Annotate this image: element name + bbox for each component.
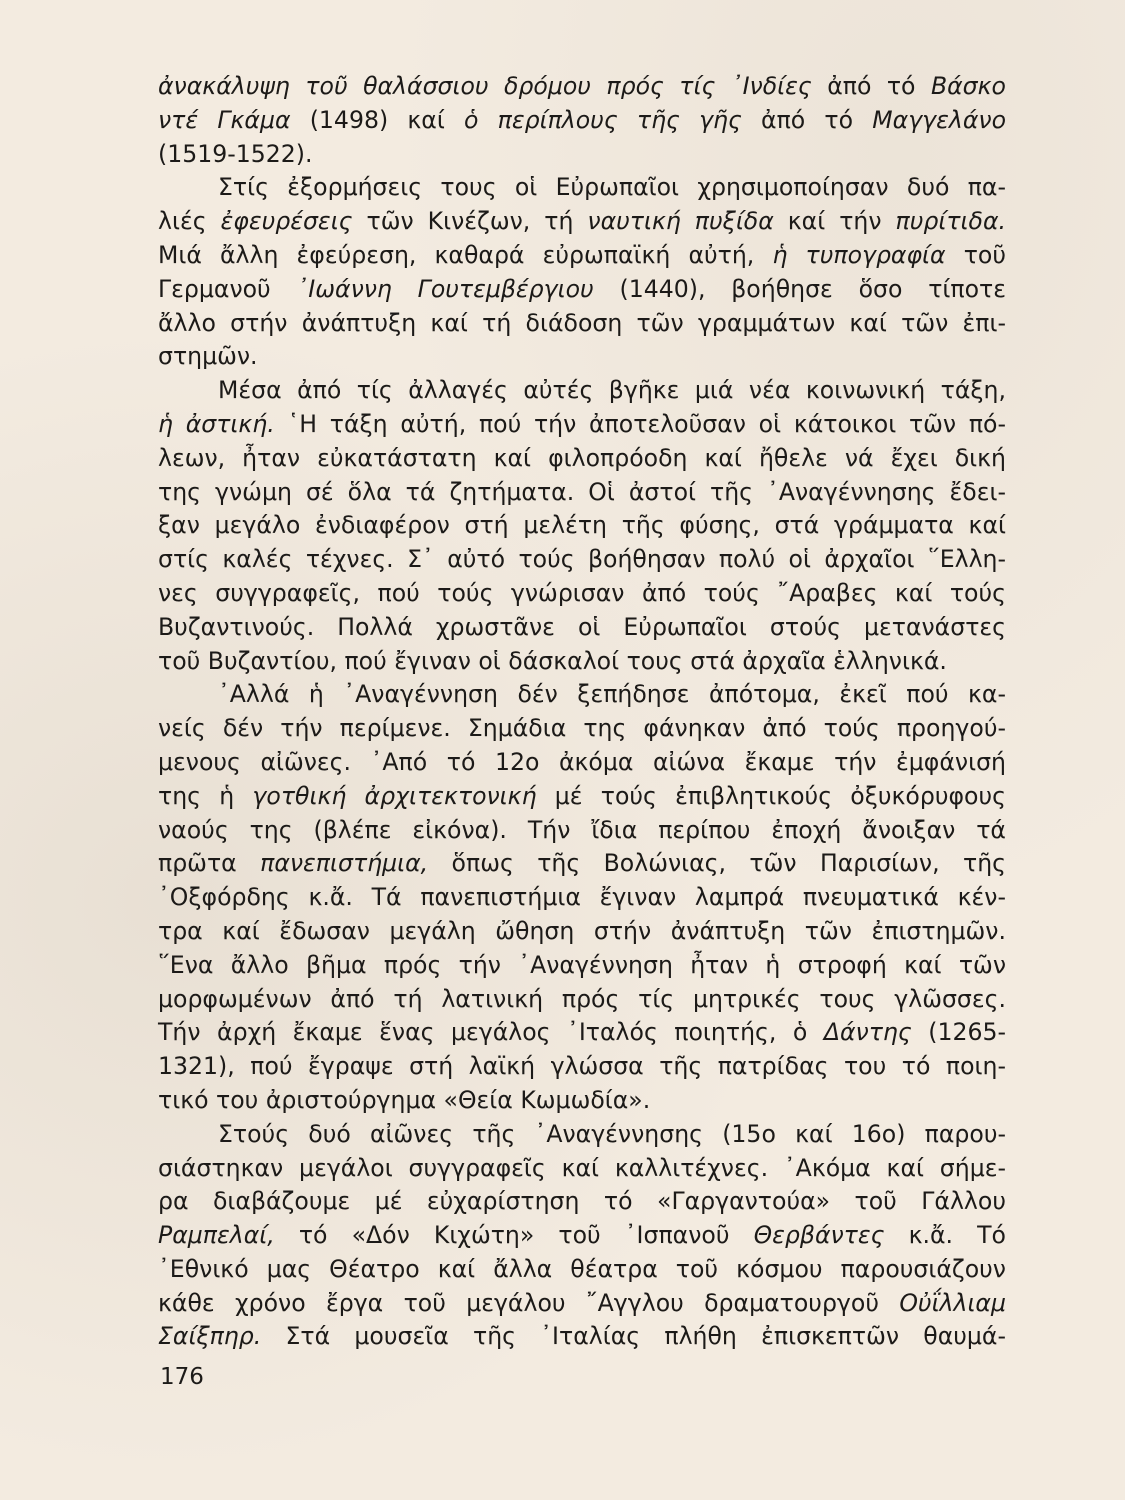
text-line <box>158 847 1006 881</box>
italic-term: πανεπιστήμια, <box>260 849 429 878</box>
text-line <box>158 171 1006 205</box>
text-line <box>158 577 1006 611</box>
italic-term: ᾿Ιωάννη Γουτεμβέργιου <box>296 274 594 303</box>
text-line <box>158 104 1006 138</box>
text-run: (1498) καί <box>290 105 465 134</box>
italic-term: ναυτική πυξίδα <box>587 207 774 236</box>
text-run: ῾Η τάξη αὐτή, πού τήν ἀποτελοῦσαν οἱ κάτοικοι τῶν πό- <box>274 409 1006 438</box>
text-run: πρῶτα <box>158 849 261 878</box>
text-line <box>158 881 1006 915</box>
italic-term: Θερβάντες <box>753 1221 885 1250</box>
text-line <box>158 307 1006 341</box>
italic-term: ἐφευρέσεις <box>220 207 353 236</box>
text-run: στημῶν. <box>158 342 258 371</box>
text-run: ρα διαβάζουμε μέ εὐχαρίστηση τό «Γαργαντούα» τοῦ Γάλλου <box>158 1187 1006 1216</box>
text-run: της ἡ <box>158 781 253 810</box>
text-run: ἄλλο στήν ἀνάπτυξη καί τή διάδοση τῶν γραμμάτων καί τῶν ἐπι- <box>158 308 1006 337</box>
text-run: Βυζαντινούς. Πολλά χρωστᾶνε οἱ Εὐρωπαῖοι στούς μετανάστες <box>158 612 1006 641</box>
text-line <box>158 408 1006 442</box>
body-text <box>158 70 1006 1354</box>
text-run: Τήν ἀρχή ἔκαμε ἕνας μεγάλος ᾿Ιταλός ποιητής, ὁ <box>158 1018 824 1047</box>
page-number: 176 <box>160 1364 204 1390</box>
text-line <box>158 70 1006 104</box>
text-run: Στίς ἐξορμήσεις τους οἱ Εὐρωπαῖοι χρησιμοποίησαν δυό πα- <box>218 173 1006 202</box>
text-line <box>158 780 1006 814</box>
text-line <box>158 949 1006 983</box>
text-line <box>158 340 1006 374</box>
text-run: μενους αἰῶνες. ᾿Από τό 12ο ἀκόμα αἰώνα ἔκαμε τήν ἐμφάνισή <box>158 747 1006 776</box>
text-run: τρα καί ἔδωσαν μεγάλη ὤθηση στήν ἀνάπτυξη τῶν ἐπιστημῶν. <box>158 916 1006 945</box>
italic-term: ἀνακάλυψη τοῦ θαλάσσιου δρόμου πρός τίς ᾿Ινδίες <box>158 72 812 100</box>
text-run: σιάστηκαν μεγάλοι συγγραφεῖς καί καλλιτέχνες. ᾿Ακόμα καί σήμε- <box>158 1153 1006 1182</box>
italic-term: ἡ τυπογραφία <box>772 240 946 269</box>
text-line <box>158 239 1006 273</box>
text-run: της γνώμη σέ ὅλα τά ζητήματα. Οἱ ἀστοί τῆς ᾿Αναγέννησης ἔδει- <box>158 477 1006 506</box>
italic-term: Οὐΐλλιαμ <box>899 1288 1006 1317</box>
text-line <box>158 1253 1006 1287</box>
text-run: Γερμανοῦ <box>158 274 297 303</box>
text-run: νείς δέν τήν περίμενε. Σημάδια της φάνηκαν ἀπό τούς προηγού- <box>158 714 1006 743</box>
text-run: Στά μουσεῖα τῆς ᾿Ιταλίας πλήθη ἐπισκεπτῶν θαυμά- <box>261 1322 1006 1351</box>
text-line <box>158 915 1006 949</box>
italic-term: Βάσκο <box>930 72 1006 100</box>
text-run: ναούς της (βλέπε εἰκόνα). Τήν ἴδια περίπου ἐποχή ἄνοιξαν τά <box>158 815 1006 844</box>
text-line <box>158 1084 1006 1118</box>
text-run: λιές <box>158 207 221 236</box>
text-run: μορφωμένων ἀπό τή λατινική πρός τίς μητρικές τους γλῶσσες. <box>158 984 1006 1013</box>
text-line <box>158 273 1006 307</box>
text-line <box>158 1016 1006 1050</box>
text-line <box>158 1118 1006 1152</box>
text-run: (1519-1522). <box>158 139 313 168</box>
text-line <box>158 678 1006 712</box>
text-run: τό «Δόν Κιχώτη» τοῦ ᾿Ισπανοῦ <box>274 1221 754 1250</box>
text-run: νες συγγραφεῖς, πού τούς γνώρισαν ἀπό τούς ῎Αραβες καί τούς <box>158 578 1006 607</box>
text-line <box>158 442 1006 476</box>
text-run: ᾿Αλλά ἡ ᾿Αναγέννηση δέν ξεπήδησε ἀπότομα, ἐκεῖ πού κα- <box>218 680 1006 709</box>
italic-term: γοτθική ἀρχιτεκτονική <box>252 781 537 810</box>
text-run: (1440), βοήθησε ὅσο τίποτε <box>593 274 1006 303</box>
text-line <box>158 712 1006 746</box>
text-run: καί τήν <box>773 207 896 236</box>
text-run: λεων, ἦταν εὐκατάστατη καί φιλοπρόοδη καί ἤθελε νά ἔχει δική <box>158 443 1006 472</box>
text-run: τοῦ <box>945 240 1006 269</box>
text-run: μέ τούς ἐπιβλητικούς ὀξυκόρυφους <box>536 781 1006 810</box>
text-run: ῞Ενα ἄλλο βῆμα πρός τήν ᾿Αναγέννηση ἦταν ἡ στροφή καί τῶν <box>158 950 1006 979</box>
text-line <box>158 645 1006 679</box>
text-line <box>158 205 1006 239</box>
italic-term: Δάντης <box>823 1018 912 1047</box>
text-line <box>158 1185 1006 1219</box>
text-run: ξαν μεγάλο ἐνδιαφέρον στή μελέτη τῆς φύσης, στά γράμματα καί <box>158 511 1006 540</box>
italic-term: πυρίτιδα. <box>895 207 1007 236</box>
text-line <box>158 1320 1006 1354</box>
text-line <box>158 983 1006 1017</box>
italic-term: Ραμπελαί, <box>158 1221 275 1250</box>
text-run: 1321), πού ἔγραψε στή λαϊκή γλώσσα τῆς πατρίδας του τό ποιη- <box>158 1052 1006 1081</box>
text-run: ἀπό τό <box>811 72 931 100</box>
text-line <box>158 746 1006 780</box>
text-run: κάθε χρόνο ἔργα τοῦ μεγάλου ῎Αγγλου δραματουργοῦ <box>158 1288 900 1317</box>
text-run: Μέσα ἀπό τίς ἀλλαγές αὐτές βγῆκε μιά νέα κοινωνική τάξη, <box>218 376 1006 405</box>
text-run: τοῦ Βυζαντίου, πού ἔγιναν οἱ δάσκαλοί τους στά ἀρχαῖα ἑλληνικά. <box>158 646 947 675</box>
text-line <box>158 611 1006 645</box>
text-run: κ.ἄ. Τό <box>884 1221 1006 1250</box>
italic-term: ντέ Γκάμα <box>158 105 291 134</box>
text-line <box>158 1050 1006 1084</box>
text-line <box>158 476 1006 510</box>
text-run: τικό του ἀριστούργημα «Θεία Κωμωδία». <box>158 1085 651 1114</box>
text-run: τῶν Κινέζων, τή <box>352 207 588 236</box>
text-line <box>158 374 1006 408</box>
text-line <box>158 814 1006 848</box>
text-run: ἀπό τό <box>741 105 873 134</box>
text-line <box>158 543 1006 577</box>
text-line <box>158 509 1006 543</box>
text-run: ὅπως τῆς Βολώνιας, τῶν Παρισίων, τῆς <box>428 849 1006 878</box>
text-line <box>158 1219 1006 1253</box>
text-run: Μιά ἄλλη ἐφεύρεση, καθαρά εὐρωπαϊκή αὐτή, <box>158 240 773 269</box>
text-run: ᾿Οξφόρδης κ.ἄ. Τά πανεπιστήμια ἔγιναν λαμπρά πνευματικά κέν- <box>158 883 1006 912</box>
text-line <box>158 1287 1006 1321</box>
text-run: Στούς δυό αἰῶνες τῆς ᾿Αναγέννησης (15ο καί 16ο) παρου- <box>218 1119 1006 1148</box>
italic-term: ὁ περίπλους τῆς γῆς <box>464 105 742 134</box>
text-run: (1265- <box>911 1018 1007 1047</box>
text-line <box>158 138 1006 172</box>
text-run: ᾿Εθνικό μας Θέατρο καί ἄλλα θέατρα τοῦ κόσμου παρουσιάζουν <box>158 1254 1006 1283</box>
italic-term: Μαγγελάνο <box>872 105 1006 134</box>
text-line <box>158 1152 1006 1186</box>
text-run: στίς καλές τέχνες. Σ᾿ αὐτό τούς βοήθησαν πολύ οἱ ἀρχαῖοι ῞Ελλη- <box>158 545 1006 574</box>
italic-term: ἡ ἀστική. <box>158 409 275 438</box>
italic-term: Σαίξπηρ. <box>158 1322 262 1351</box>
